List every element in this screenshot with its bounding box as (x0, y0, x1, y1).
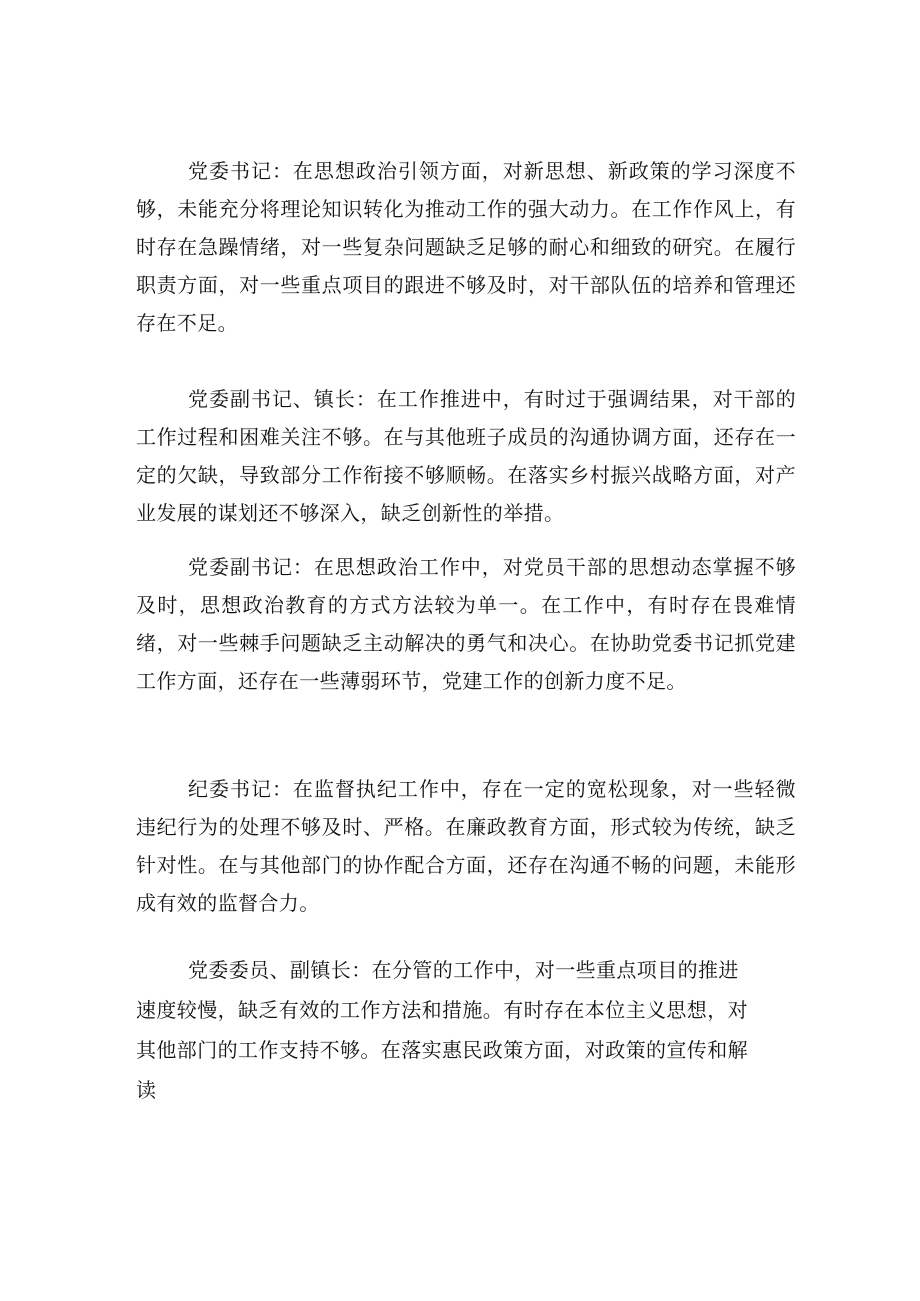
paragraph-party-secretary: 党委书记：在思想政治引领方面，对新思想、新政策的学习深度不够，未能充分将理论知识转化为推动工作的强大动力。在工作作风上，有时存在急躁情绪，对一些复杂问题缺乏足够的耐心和细致的研究。在履行职责方面，对一些重点项目的跟进不够及时，对干部队伍的培养和管理还存在不足。 (136, 159, 796, 335)
paragraph-discipline-secretary: 纪委书记：在监督执纪工作中，存在一定的宽松现象，对一些轻微违纪行为的处理不够及时、严格。在廉政教育方面，形式较为传统，缺乏针对性。在与其他部门的协作配合方面，还存在沟通不畅的问题，未能形成有效的监督合力。 (136, 777, 796, 915)
paragraph-deputy-secretary: 党委副书记：在思想政治工作中，对党员干部的思想动态掌握不够及时，思想政治教育的方式方法较为单一。在工作中，有时存在畏难情绪，对一些棘手问题缺乏主动解决的勇气和决心。在协助党委书记抓党建工作方面，还存在一些薄弱环节，党建工作的创新力度不足。 (136, 555, 796, 693)
paragraph-committee-member-deputy-mayor: 党委委员、副镇长：在分管的工作中，对一些重点项目的推进速度较慢，缺乏有效的工作方法和措施。有时存在本位主义思想，对其他部门的工作支持不够。在落实惠民政策方面，对政策的宣传和解读 (136, 958, 748, 1102)
paragraph-deputy-secretary-mayor: 党委副书记、镇长：在工作推进中，有时过于强调结果，对干部的工作过程和困难关注不够。在与其他班子成员的沟通协调方面，还存在一定的欠缺，导致部分工作衔接不够顺畅。在落实乡村振兴战略方面，对产业发展的谋划还不够深入，缺乏创新性的举措。 (136, 387, 796, 525)
